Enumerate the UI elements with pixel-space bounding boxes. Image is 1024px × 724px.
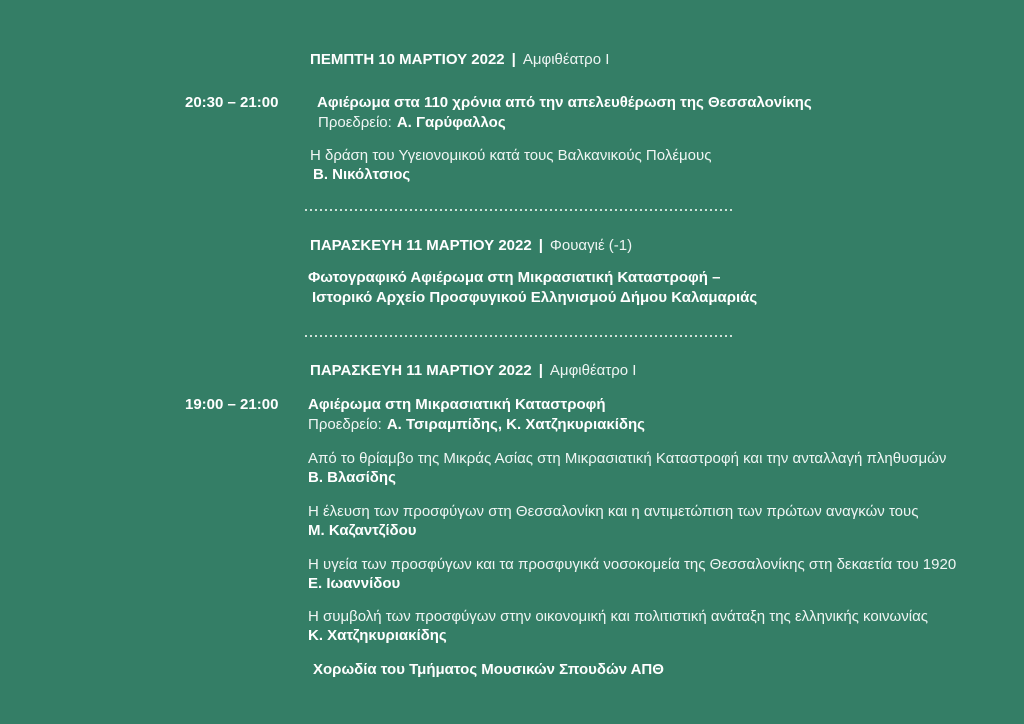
header-date: ΠΑΡΑΣΚΕΥΗ 11 ΜΑΡΤΙΟΥ 2022 [310, 362, 532, 379]
chair-line [318, 113, 506, 132]
header-date: ΠΕΜΠΤΗ 10 ΜΑΡΤΙΟΥ 2022 [310, 51, 505, 68]
header-pipe: | [538, 237, 543, 254]
chair-line [308, 415, 645, 434]
dotted-separator [305, 335, 735, 337]
chair-label: Προεδρείο: [308, 416, 382, 433]
exhibition-title-line2: Ιστορικό Αρχείο Προσφυγικού Ελληνισμού Δήμου Καλαμαριάς [312, 289, 758, 306]
chair-names: Α. Γαρύφαλλος [396, 114, 506, 131]
session-title: Αφιέρωμα στα 110 χρόνια από την απελευθέρωση της Θεσσαλονίκης [317, 94, 812, 111]
day-header-friday-amphitheatre [310, 361, 636, 380]
header-date: ΠΑΡΑΣΚΕΥΗ 11 ΜΑΡΤΙΟΥ 2022 [310, 237, 532, 254]
talk-item [308, 607, 928, 645]
talk-speaker: Β. Βλασίδης [308, 469, 396, 486]
talk-speaker: Ε. Ιωαννίδου [308, 575, 401, 592]
talk-title: Από το θρίαμβο της Μικράς Ασίας στη Μικρασιατική Καταστροφή και την ανταλλαγή πληθυσμών [308, 450, 947, 467]
header-venue: Φουαγιέ (-1) [549, 237, 633, 254]
talk-title: Η δράση του Υγειονομικού κατά τους Βαλκανικούς Πολέμους [310, 147, 712, 164]
chair-names: Α. Τσιραμπίδης, Κ. Χατζηκυριακίδης [386, 416, 645, 433]
session-title: Αφιέρωμα στη Μικρασιατική Καταστροφή [308, 396, 606, 413]
session-time: 20:30 – 21:00 [185, 94, 279, 111]
header-pipe: | [511, 51, 516, 68]
talk-item [308, 555, 956, 593]
talk-speaker: Β. Νικόλτσιος [313, 166, 411, 183]
talk-title: Η συμβολή των προσφύγων στην οικονομική και πολιτιστική ανάταξη της ελληνικής κοινωνίας [308, 608, 928, 625]
header-pipe: | [538, 362, 543, 379]
session-time: 19:00 – 21:00 [185, 396, 279, 413]
exhibition-title [308, 268, 757, 308]
talk-speaker: Κ. Χατζηκυριακίδης [308, 627, 447, 644]
talk-title: Η έλευση των προσφύγων στη Θεσσαλονίκη και η αντιμετώπιση των πρώτων αναγκών τους [308, 503, 919, 520]
day-header-thursday [310, 50, 609, 69]
talk-title: Η υγεία των προσφύγων και τα προσφυγικά νοσοκομεία της Θεσσαλονίκης στη δεκαετία του 1920 [308, 556, 957, 573]
header-venue: Αμφιθέατρο Ι [549, 362, 637, 379]
talk-item [308, 502, 918, 540]
header-venue: Αμφιθέατρο Ι [522, 51, 610, 68]
talk-item [308, 449, 946, 487]
day-header-friday-foyer [310, 236, 632, 255]
talk-item [310, 146, 711, 184]
chair-label: Προεδρείο: [318, 114, 392, 131]
closing-event: Χορωδία του Τμήματος Μουσικών Σπουδών ΑΠΘ [313, 661, 664, 678]
dotted-separator [305, 209, 735, 211]
exhibition-title-line1: Φωτογραφικό Αφιέρωμα στη Μικρασιατική Καταστροφή – [308, 269, 721, 286]
talk-speaker: Μ. Καζαντζίδου [308, 522, 417, 539]
